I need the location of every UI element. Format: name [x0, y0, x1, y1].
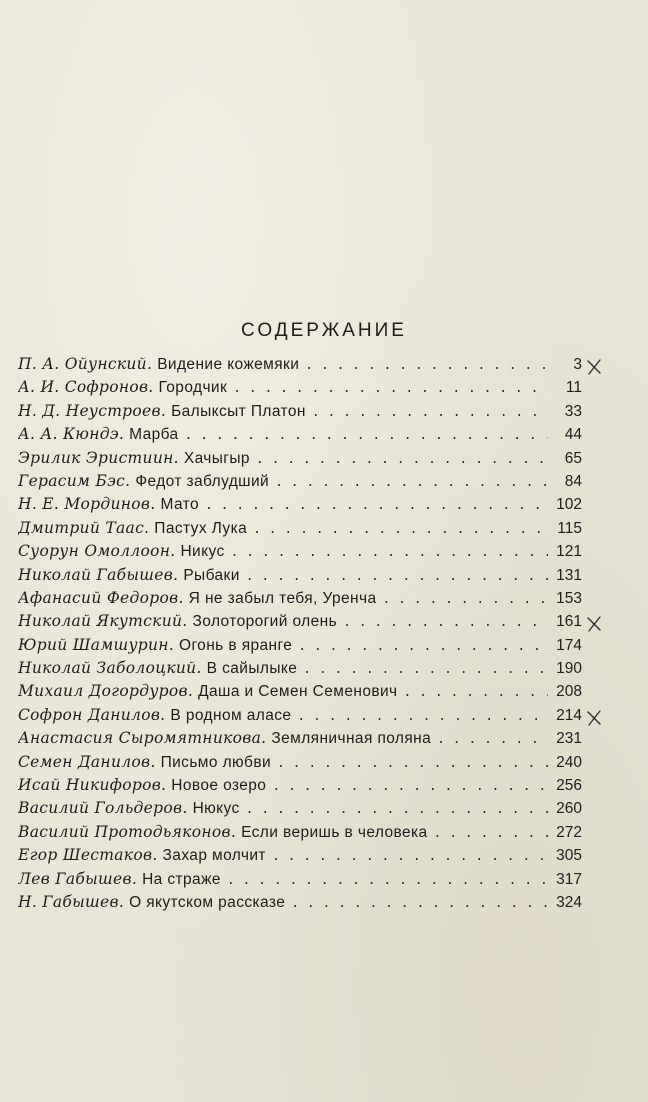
toc-entry-author: Николай Якутский.	[18, 612, 188, 631]
toc-entry	[18, 776, 582, 799]
toc-entry-author: Герасим Бэс.	[18, 471, 131, 490]
toc-entry	[18, 659, 582, 682]
toc-dot-leader	[246, 802, 548, 817]
toc-entry-title: Рыбаки	[183, 566, 240, 584]
toc-entry-page-number: 240	[556, 753, 582, 771]
toc-dot-leader	[246, 569, 548, 584]
toc-dot-leader	[437, 732, 548, 747]
toc-entry-author: Василий Гольдеров.	[18, 799, 188, 818]
toc-dot-leader	[434, 826, 548, 841]
toc-entry	[18, 495, 582, 518]
toc-entry-title: Даша и Семен Семенович	[198, 683, 398, 701]
toc-dot-leader	[297, 709, 548, 724]
toc-entry-author: Эрилик Эристиин.	[18, 448, 179, 467]
toc-entry-page-number: 231	[556, 730, 582, 748]
toc-entry-author: Анастасия Сыромятникова.	[18, 729, 267, 748]
toc-entry-author: Лев Габышев.	[18, 869, 138, 888]
toc-entry-title: Если веришь в человека	[241, 823, 428, 841]
toc-entry-page-number: 11	[565, 379, 582, 397]
toc-entry-page-number: 115	[557, 519, 582, 537]
toc-entry-title: В родном аласе	[170, 706, 292, 724]
toc-entry-page-number: 256	[556, 777, 582, 795]
toc-dot-leader	[233, 381, 548, 396]
toc-dot-leader	[404, 685, 548, 700]
toc-entry-page-number: 33	[564, 402, 582, 420]
toc-entry	[18, 823, 582, 846]
toc-entry-title: Золоторогий олень	[192, 613, 338, 631]
toc-entry	[18, 846, 582, 869]
toc-entry	[18, 706, 582, 729]
toc-dot-leader	[205, 498, 548, 513]
toc-entry	[18, 893, 582, 916]
toc-entry-author: Исай Никифоров.	[18, 776, 167, 795]
page-title: СОДЕРЖАНИЕ	[241, 320, 407, 341]
toc-entry	[18, 355, 582, 378]
toc-entry-title: Пастух Лука	[154, 519, 248, 537]
toc-entry-author: Н. Габышев.	[18, 892, 125, 911]
toc-entry	[18, 870, 582, 893]
toc-entry	[18, 799, 582, 822]
toc-entry-title: Я не забыл тебя, Уренча	[188, 589, 377, 607]
toc-entry-title: Марба	[129, 426, 179, 444]
toc-entry-author: Николай Габышев.	[18, 565, 179, 584]
toc-entry-author: Софрон Данилов.	[18, 705, 166, 724]
toc-entry-title: Новое озеро	[171, 777, 267, 795]
toc-entry	[18, 753, 582, 776]
toc-entry	[18, 589, 582, 612]
toc-entry	[18, 472, 582, 495]
toc-dot-leader	[305, 358, 548, 373]
toc-entry-page-number: 174	[556, 636, 582, 654]
toc-entry-author: Семен Данилов.	[18, 752, 156, 771]
toc-entry	[18, 449, 582, 472]
toc-entry	[18, 612, 582, 635]
toc-entry-author: Афанасий Федоров.	[18, 588, 184, 607]
toc-dot-leader	[275, 475, 548, 490]
toc-entry-author: Василий Протодьяконов.	[18, 822, 237, 841]
toc-entry-author: Николай Заболоцкий.	[18, 659, 202, 678]
table-of-contents	[18, 355, 582, 916]
toc-entry-author: Михаил Догордуров.	[18, 682, 194, 701]
toc-dot-leader	[272, 849, 548, 864]
toc-entry-author: Н. Е. Мординов.	[18, 495, 156, 514]
toc-entry-page-number: 272	[556, 823, 582, 841]
toc-dot-leader	[298, 639, 548, 654]
toc-entry-author: Дмитрий Таас.	[18, 518, 150, 537]
toc-entry	[18, 378, 582, 401]
toc-dot-leader	[272, 779, 548, 794]
toc-entry-author: Суорун Омоллоон.	[18, 542, 176, 561]
toc-entry-author: Н. Д. Неустроев.	[18, 401, 167, 420]
toc-dot-leader	[253, 522, 548, 537]
toc-entry-page-number: 214	[556, 706, 582, 724]
toc-entry	[18, 566, 582, 589]
toc-dot-leader	[312, 405, 548, 420]
toc-entry-title: Никус	[180, 543, 225, 561]
toc-dot-leader	[291, 896, 548, 911]
toc-entry-page-number: 102	[556, 496, 582, 514]
toc-entry-author: Егор Шестаков.	[18, 846, 158, 865]
toc-entry-page-number: 131	[556, 566, 582, 584]
toc-dot-leader	[185, 428, 548, 443]
toc-entry	[18, 636, 582, 659]
toc-entry-title: Мато	[160, 496, 199, 514]
toc-entry	[18, 729, 582, 752]
toc-entry-page-number: 65	[564, 449, 582, 467]
toc-entry-title: Федот заблудший	[135, 472, 270, 490]
toc-entry-title: Письмо любви	[160, 753, 272, 771]
toc-entry	[18, 425, 582, 448]
toc-dot-leader	[256, 452, 548, 467]
toc-entry-title: Нюкус	[192, 800, 240, 818]
toc-entry-author: Юрий Шамшурин.	[18, 635, 175, 654]
toc-entry	[18, 542, 582, 565]
toc-dot-leader	[227, 873, 548, 888]
toc-dot-leader	[277, 756, 548, 771]
toc-entry-page-number: 3	[573, 356, 582, 373]
toc-entry-title: Захар молчит	[162, 847, 266, 865]
handwritten-x-icon	[585, 709, 603, 727]
toc-entry	[18, 682, 582, 705]
toc-entry-title: Балыксыт Платон	[171, 402, 306, 420]
toc-entry-page-number: 305	[556, 847, 582, 865]
toc-entry-author: А. И. Софронов.	[18, 378, 154, 397]
toc-entry-title: Земляничная поляна	[271, 730, 432, 748]
toc-dot-leader	[382, 592, 548, 607]
toc-entry-author: А. А. Кюндэ.	[18, 425, 125, 444]
toc-entry-title: В сайылыке	[206, 660, 298, 678]
toc-entry-title: Видение кожемяки	[157, 356, 300, 373]
toc-entry-author: П. А. Ойунский.	[18, 355, 153, 373]
toc-entry-page-number: 208	[556, 683, 582, 701]
toc-entry-title: Огонь в яранге	[179, 636, 293, 654]
toc-entry-page-number: 161	[556, 613, 582, 631]
toc-entry-page-number: 44	[564, 426, 582, 444]
toc-dot-leader	[343, 615, 548, 630]
handwritten-x-icon	[585, 615, 603, 633]
toc-dot-leader	[231, 545, 548, 560]
toc-entry	[18, 519, 582, 542]
toc-dot-leader	[303, 662, 548, 677]
toc-entry-title: Хачыгыр	[183, 449, 250, 467]
toc-entry-page-number: 190	[556, 660, 582, 678]
toc-entry-page-number: 84	[564, 472, 582, 490]
toc-entry-page-number: 121	[556, 543, 582, 561]
toc-entry-page-number: 324	[556, 893, 582, 911]
toc-entry-page-number: 153	[556, 589, 582, 607]
toc-entry-title: Городчик	[158, 379, 228, 397]
toc-entry-page-number: 260	[556, 800, 582, 818]
toc-entry	[18, 402, 582, 425]
handwritten-x-icon	[585, 358, 603, 376]
toc-entry-title: О якутском рассказе	[129, 893, 286, 911]
toc-entry-page-number: 317	[556, 870, 582, 888]
toc-entry-title: На страже	[142, 870, 221, 888]
